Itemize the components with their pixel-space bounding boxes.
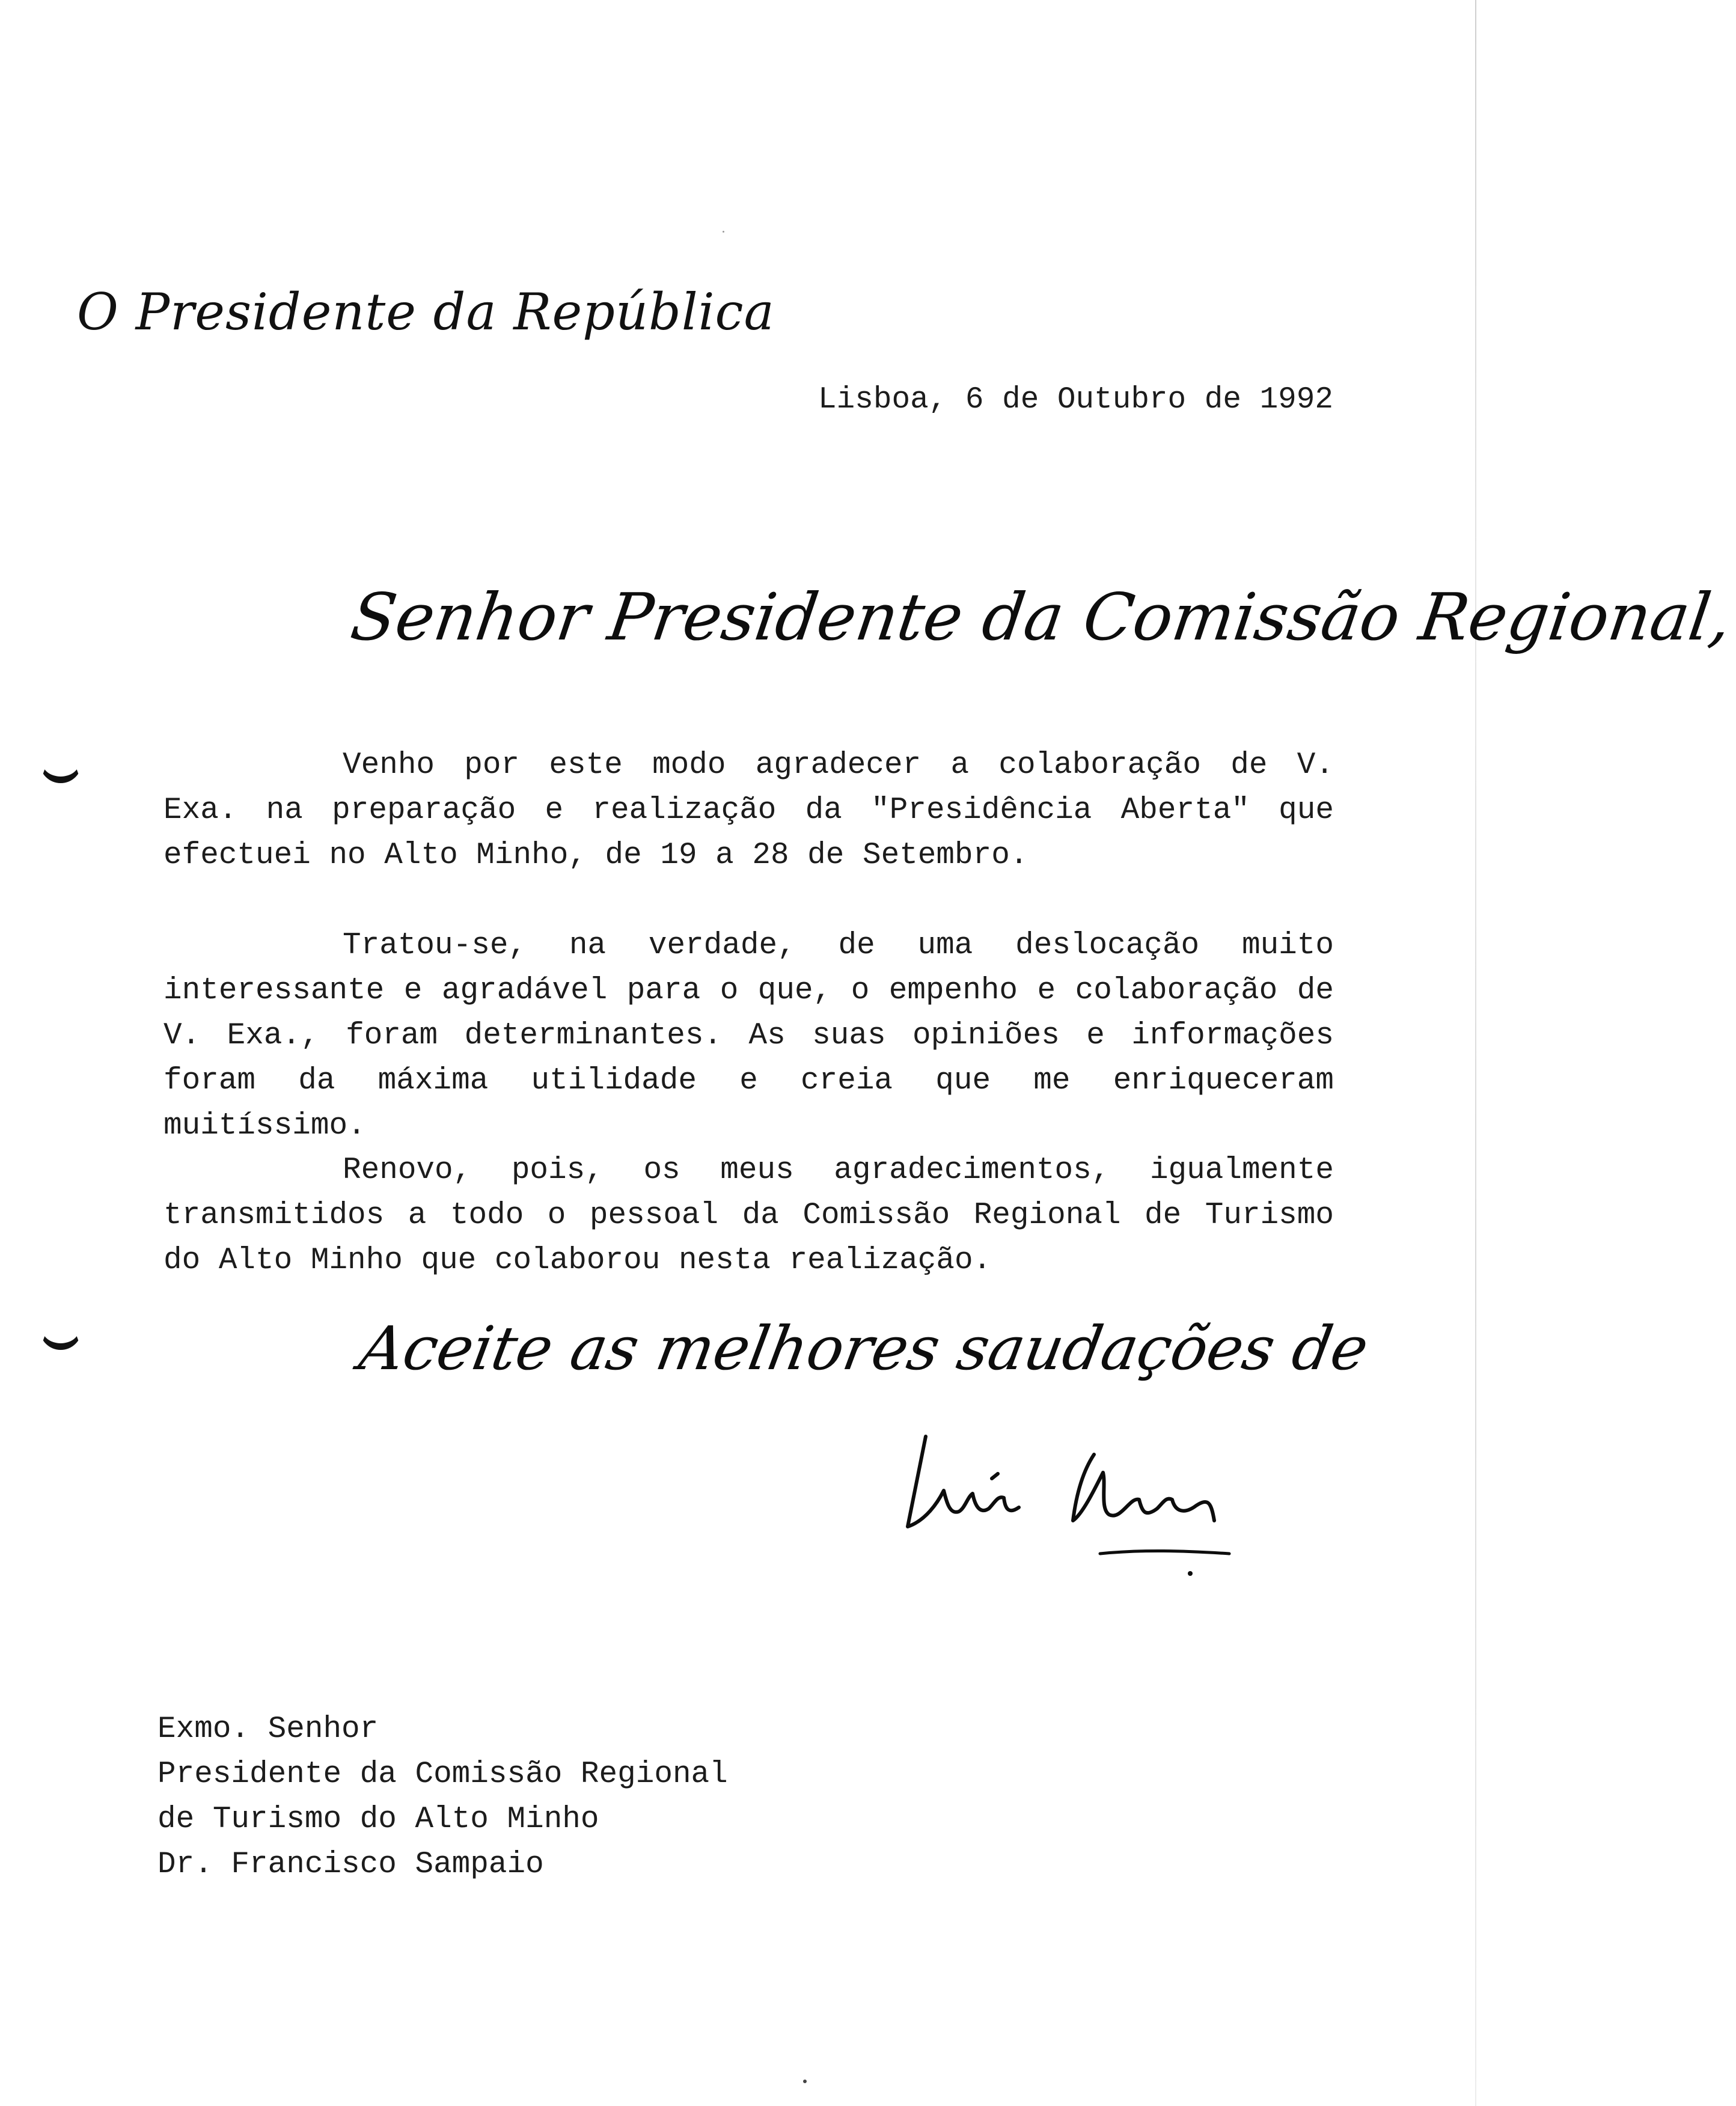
addressee-line: Presidente da Comissão Regional — [157, 1757, 728, 1792]
punch-hole-mark — [40, 758, 82, 783]
letter-date: Lisboa, 6 de Outubro de 1992 — [818, 383, 1333, 417]
scan-speck — [803, 2080, 807, 2083]
body-paragraph-1: Venho por este modo agradecer a colaboração de V. Exa. na preparação e realização da "Presidência Aberta" que efectuei no Alto Minho, de 19 a 28 de Setembro. — [164, 748, 1334, 873]
addressee-line: de Turismo do Alto Minho — [157, 1802, 599, 1837]
scan-edge-line — [1475, 0, 1476, 2106]
handwritten-closing: Aceite as melhores saudações de — [354, 1313, 1374, 1384]
punch-hole-mark — [40, 1325, 82, 1350]
scan-speck — [723, 231, 724, 233]
handwritten-salutation: Senhor Presidente da Comissão Regional, — [346, 580, 1736, 655]
addressee-line: Exmo. Senhor — [157, 1712, 379, 1747]
body-paragraph-3: Renovo, pois, os meus agradecimentos, igualmente transmitidos a todo o pessoal da Comissão Regional de Turismo do Alto Minho que colaborou nesta realização. — [164, 1153, 1334, 1278]
letterhead-title: O Presidente da República — [77, 282, 775, 341]
signature — [902, 1430, 1238, 1587]
body-paragraph-2: Tratou-se, na verdade, de uma deslocação muito interessante e agradável para o que, o empenho e colaboração de V. Exa., foram determinantes. As suas opiniões e informações foram da máxima utilidade e creia que me enriqueceram muitíssimo. — [164, 929, 1334, 1143]
addressee-line: Dr. Francisco Sampaio — [157, 1848, 544, 1882]
addressee-block — [157, 1707, 728, 1887]
